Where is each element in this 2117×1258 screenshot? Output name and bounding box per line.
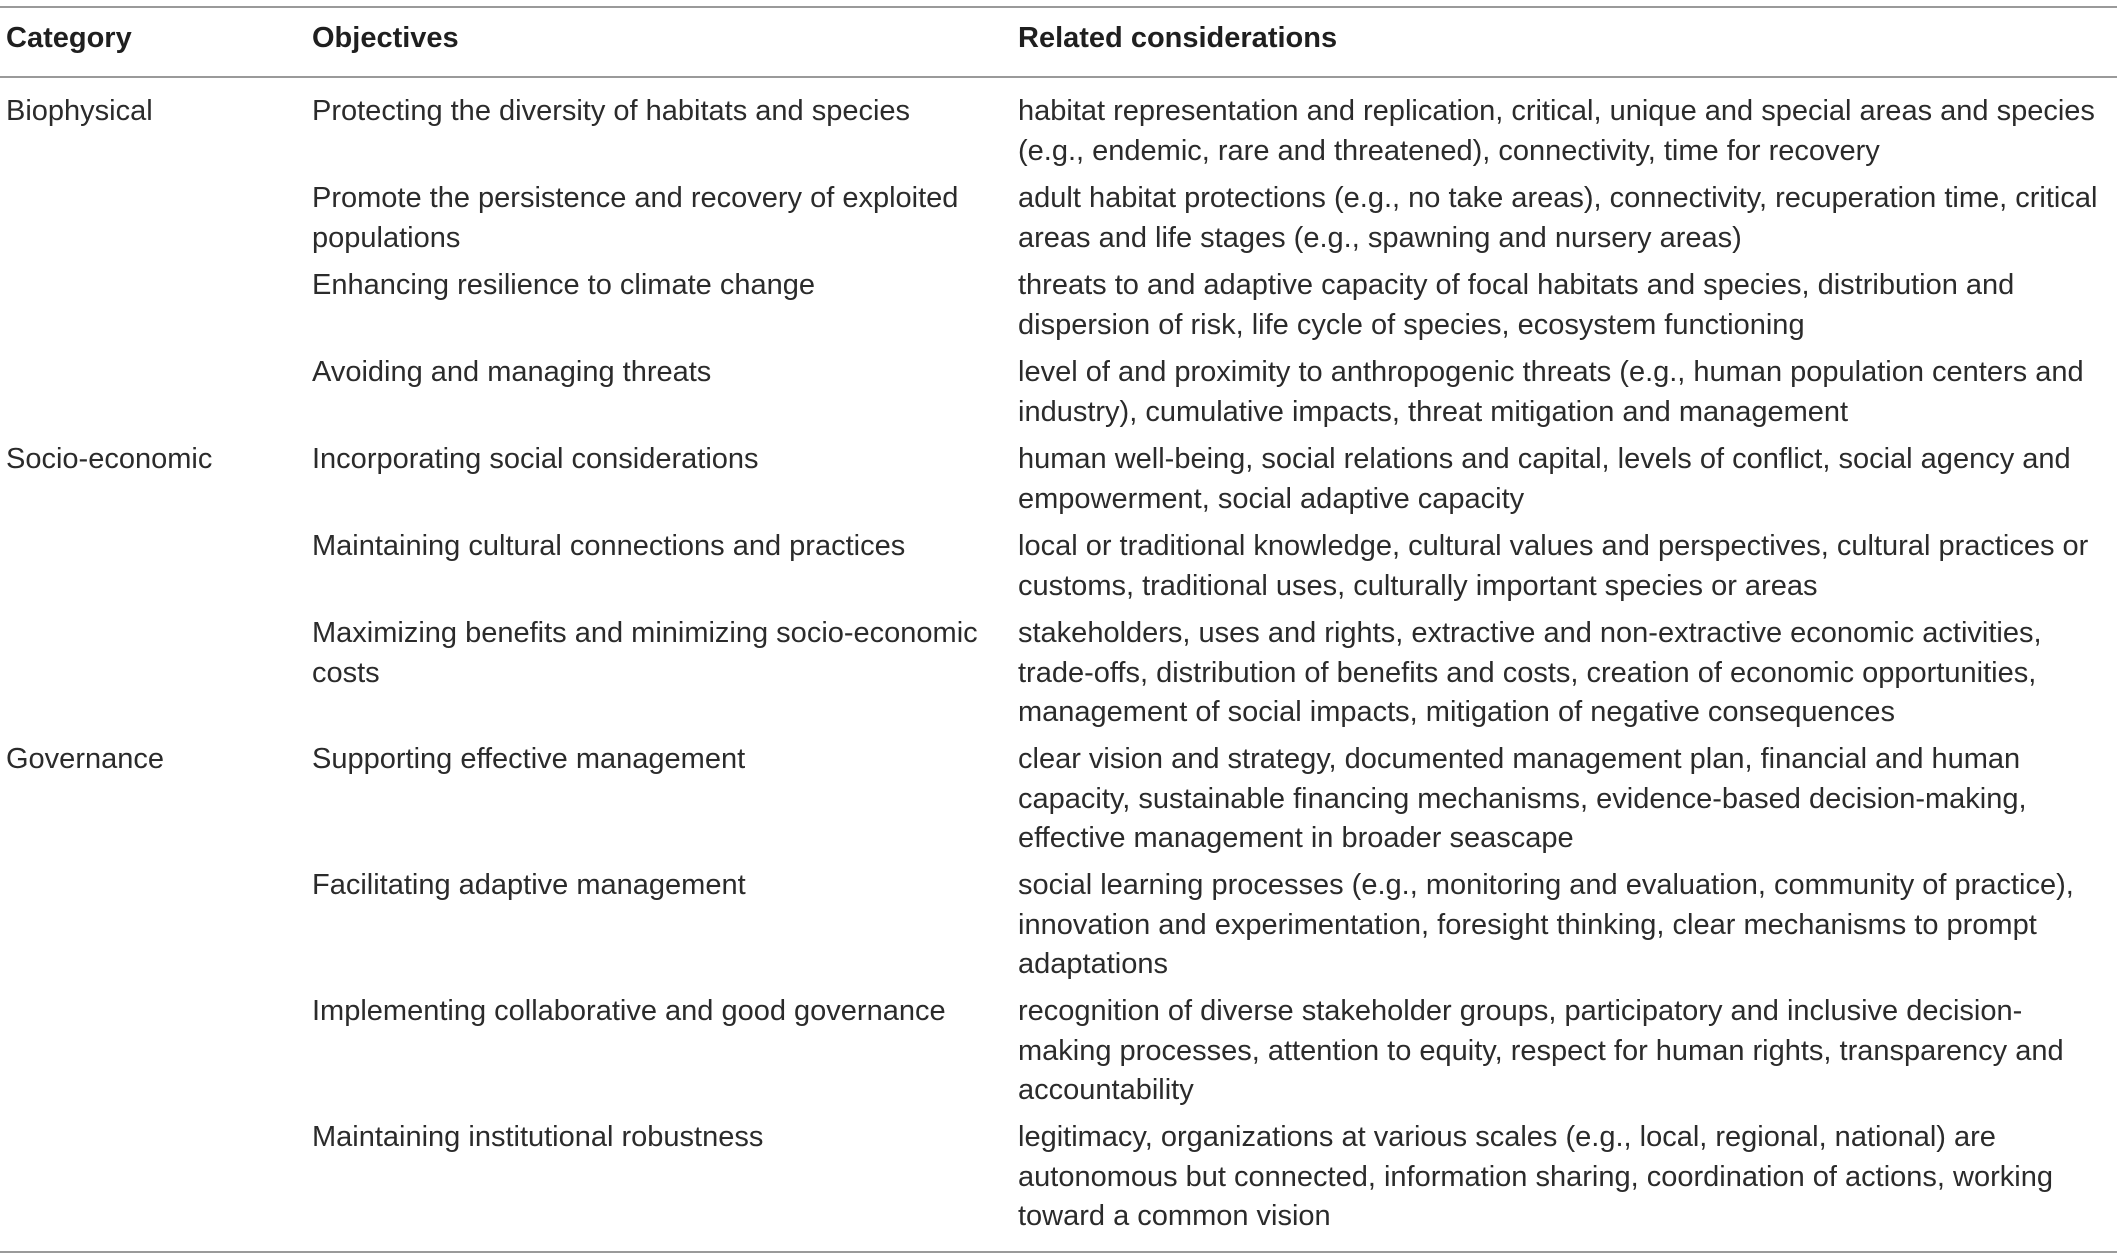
table-bottom-rule [0, 1251, 2117, 1253]
table-row [0, 614, 2117, 740]
table-row [0, 527, 2117, 614]
row-objective: Avoiding and managing threats [312, 356, 712, 388]
row-considerations: level of and proximity to anthropogenic threats (e.g., human population centers and industry), cumulative impacts, threat mitigation and management [1018, 356, 2084, 428]
row-objective: Maintaining institutional robustness [312, 1121, 764, 1153]
table-top-rule [0, 6, 2117, 8]
row-considerations: recognition of diverse stakeholder groups, participatory and inclusive decision-making processes, attention to equity, respect for human rights, transparency and accountability [1018, 995, 2064, 1106]
row-considerations: legitimacy, organizations at various scales (e.g., local, regional, national) are autonomous but connected, information sharing, coordination of actions, working toward a common vision [1018, 1121, 2053, 1232]
header-objectives: Objectives [312, 22, 459, 54]
row-considerations: local or traditional knowledge, cultural values and perspectives, cultural practices or customs, traditional uses, culturally important species or areas [1018, 530, 2089, 602]
table-row [0, 353, 2117, 440]
row-considerations: social learning processes (e.g., monitoring and evaluation, community of practice), innovation and experimentation, foresight thinking, clear mechanisms to prompt adaptations [1018, 869, 2074, 980]
table-row [0, 92, 2117, 179]
row-considerations: stakeholders, uses and rights, extractive and non-extractive economic activities, trade-offs, distribution of benefits and costs, creation of economic opportunities, management of social impacts, mitigation of negative consequences [1018, 617, 2042, 728]
row-considerations: clear vision and strategy, documented management plan, financial and human capacity, sustainable financing mechanisms, evidence-based decision-making, effective management in broader seascape [1018, 743, 2027, 854]
header-related-considerations: Related considerations [1018, 22, 1338, 54]
row-objective: Promote the persistence and recovery of exploited populations [312, 182, 959, 254]
table-row [0, 992, 2117, 1118]
table-row [0, 440, 2117, 527]
row-category: Biophysical [6, 95, 153, 127]
row-objective: Protecting the diversity of habitats and species [312, 95, 911, 127]
row-objective: Incorporating social considerations [312, 443, 759, 475]
row-considerations: habitat representation and replication, critical, unique and special areas and species (e.g., endemic, rare and threatened), connectivity, time for recovery [1018, 95, 2095, 167]
row-considerations: threats to and adaptive capacity of focal habitats and species, distribution and dispersion of risk, life cycle of species, ecosystem functioning [1018, 269, 2015, 341]
table-row [0, 1118, 2117, 1244]
table-row [0, 866, 2117, 992]
table-row [0, 266, 2117, 353]
row-considerations: adult habitat protections (e.g., no take areas), connectivity, recuperation time, critical areas and life stages (e.g., spawning and nursery areas) [1018, 182, 2098, 254]
row-objective: Enhancing resilience to climate change [312, 269, 815, 301]
header-category: Category [6, 22, 132, 54]
table-row [0, 740, 2117, 866]
table-header-row [0, 18, 2117, 66]
row-considerations: human well-being, social relations and capital, levels of conflict, social agency and empowerment, social adaptive capacity [1018, 443, 2071, 515]
row-objective: Facilitating adaptive management [312, 869, 746, 901]
row-objective: Maintaining cultural connections and practices [312, 530, 906, 562]
row-objective: Implementing collaborative and good governance [312, 995, 946, 1027]
row-objective: Supporting effective management [312, 743, 746, 775]
table-header-rule [0, 76, 2117, 78]
table-row [0, 179, 2117, 266]
table-body [0, 92, 2117, 1244]
row-category: Socio-economic [6, 443, 213, 475]
row-category: Governance [6, 743, 164, 775]
row-objective: Maximizing benefits and minimizing socio-economic costs [312, 617, 978, 689]
